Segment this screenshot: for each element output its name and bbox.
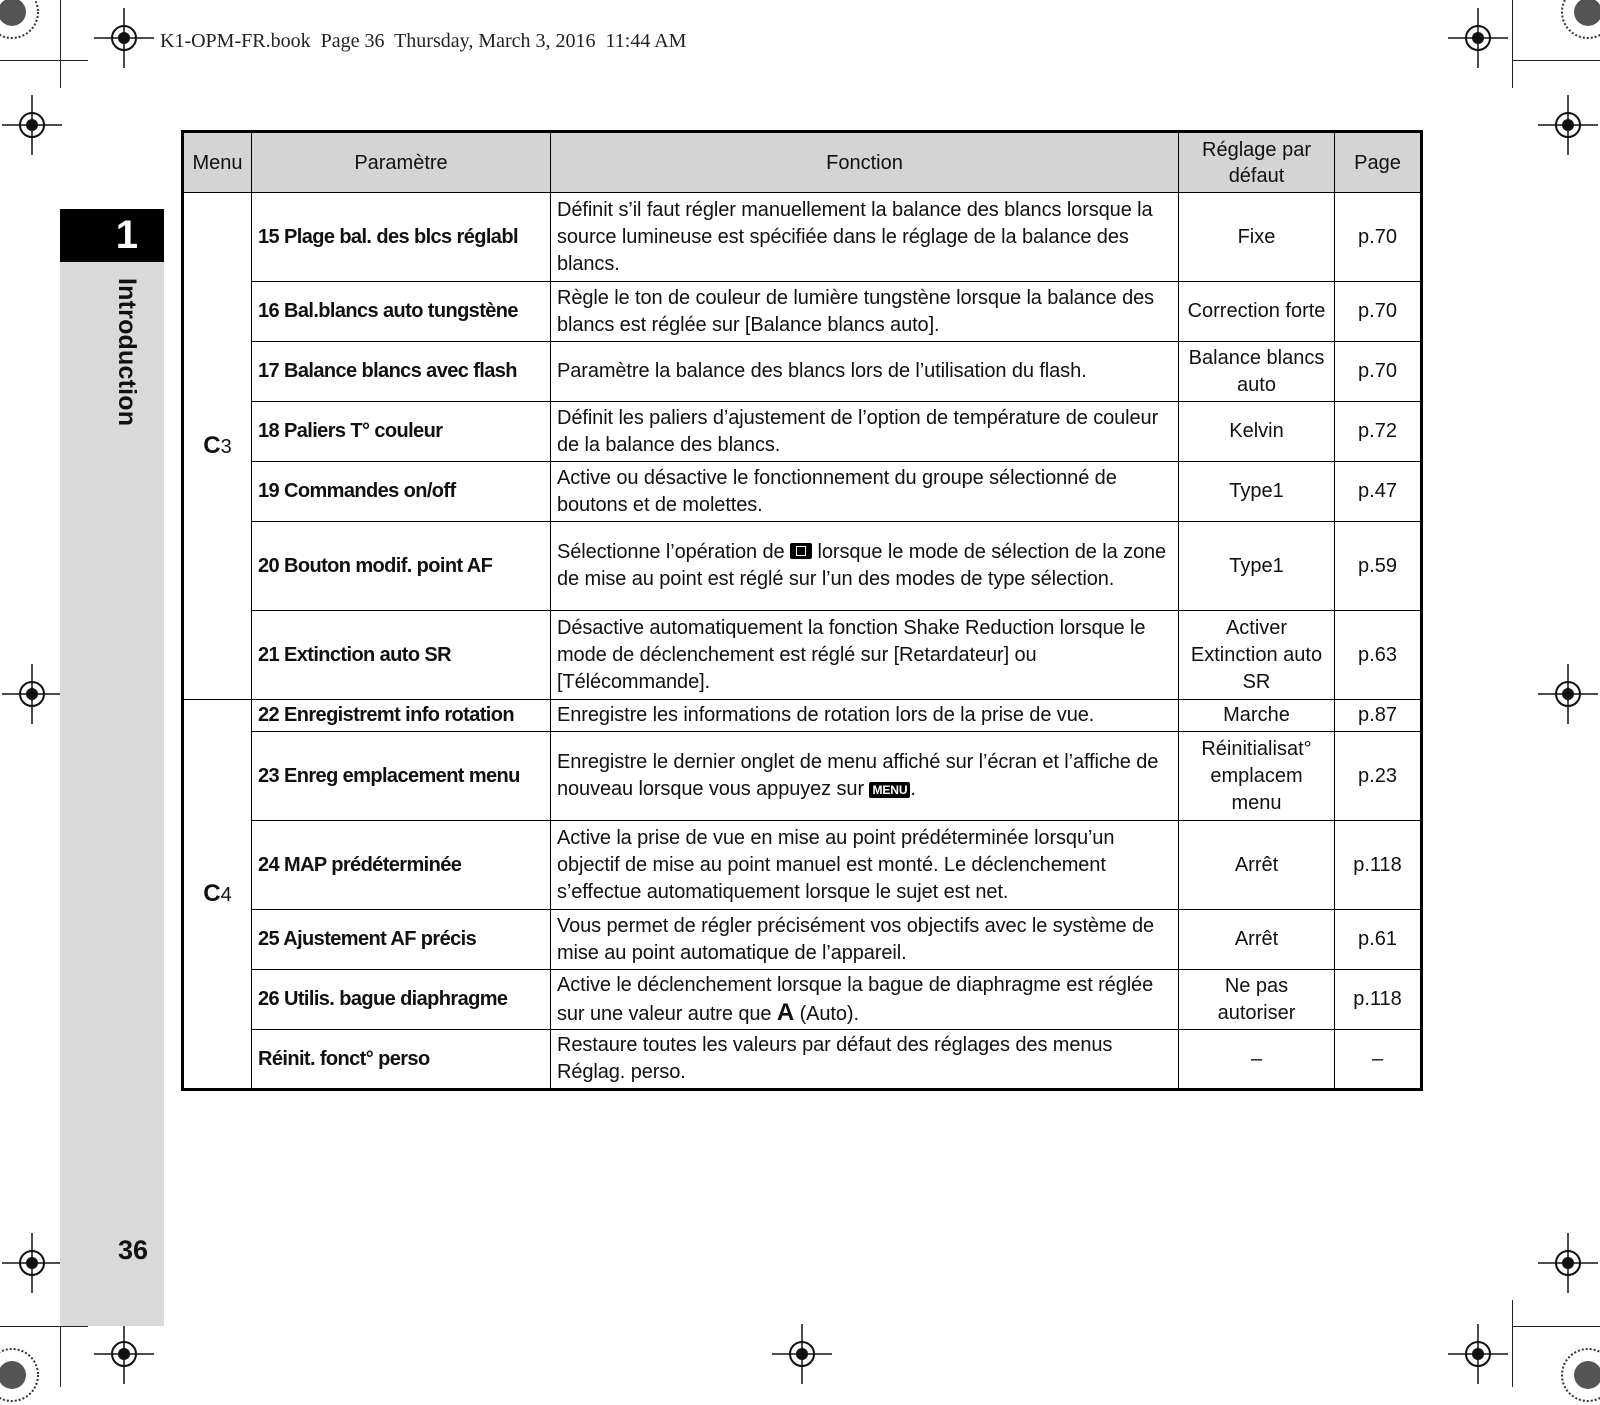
page-ref-cell: p.118 (1335, 970, 1422, 1030)
default-cell: Kelvin (1179, 402, 1335, 462)
header-parameter: Paramètre (252, 132, 551, 193)
default-cell: Ne pas autoriser (1179, 970, 1335, 1030)
parameter-cell: 26 Utilis. bague diaphragme (252, 970, 551, 1030)
default-cell: Fixe (1179, 193, 1335, 282)
page-ref-cell: p.23 (1335, 732, 1422, 821)
parameter-cell: 24 MAP prédéterminée (252, 821, 551, 910)
function-cell (551, 732, 1179, 821)
registration-mark-icon (0, 0, 42, 42)
menu-button-icon: MENU (869, 782, 910, 798)
table-row (183, 910, 1422, 970)
crosshair-mark-icon (1538, 664, 1598, 724)
chapter-number: 1 (60, 209, 164, 262)
default-cell: Correction forte (1179, 282, 1335, 342)
function-text-end: (Auto). (799, 1002, 859, 1025)
chapter-title: Introduction (113, 278, 141, 427)
page-ref-cell: p.70 (1335, 282, 1422, 342)
crop-line (1512, 0, 1513, 88)
page-ref-cell: p.70 (1335, 342, 1422, 402)
parameter-cell: 18 Paliers T° couleur (252, 402, 551, 462)
table-row (183, 1030, 1422, 1090)
page-ref-cell: p.87 (1335, 700, 1422, 732)
header-page: Page (1335, 132, 1422, 193)
table-row (183, 611, 1422, 700)
parameter-cell: 20 Bouton modif. point AF (252, 522, 551, 611)
page-ref-cell: p.118 (1335, 821, 1422, 910)
header-function: Fonction (551, 132, 1179, 193)
function-cell: Règle le ton de couleur de lumière tungstène lorsque la balance des blancs est réglée sur [Balance blancs auto]. (551, 282, 1179, 342)
registration-mark-icon (1558, 1345, 1600, 1405)
default-cell: Arrêt (1179, 821, 1335, 910)
default-cell: Type1 (1179, 462, 1335, 522)
parameter-cell: 21 Extinction auto SR (252, 611, 551, 700)
menu-group-number: 3 (220, 435, 232, 458)
crop-line (0, 1326, 88, 1327)
menu-group-letter: C (203, 879, 221, 907)
page-ref-cell: p.47 (1335, 462, 1422, 522)
crosshair-mark-icon (2, 95, 62, 155)
parameter-cell: 19 Commandes on/off (252, 462, 551, 522)
table-row (183, 732, 1422, 821)
parameter-cell: 25 Ajustement AF précis (252, 910, 551, 970)
header-menu: Menu (183, 132, 252, 193)
crosshair-mark-icon (2, 1233, 62, 1293)
registration-mark-icon (1558, 0, 1600, 42)
default-cell: Arrêt (1179, 910, 1335, 970)
page-ref-cell: – (1335, 1030, 1422, 1090)
parameter-cell: 22 Enregistremt info rotation (252, 700, 551, 732)
default-cell: Marche (1179, 700, 1335, 732)
header-default: Réglage par défaut (1179, 132, 1335, 193)
page-ref-cell: p.59 (1335, 522, 1422, 611)
table-row (183, 522, 1422, 611)
print-header: K1-OPM-FR.book Page 36 Thursday, March 3, 2016 11:44 AM (160, 30, 687, 52)
default-cell: Activer Extinction auto SR (1179, 611, 1335, 700)
table-row (183, 282, 1422, 342)
crosshair-mark-icon (94, 8, 154, 68)
crop-line (1512, 60, 1600, 61)
parameter-cell: 15 Plage bal. des blcs réglabl (252, 193, 551, 282)
parameter-cell: Réinit. fonct° perso (252, 1030, 551, 1090)
table-row (183, 462, 1422, 522)
page-ref-cell: p.61 (1335, 910, 1422, 970)
crosshair-mark-icon (1448, 8, 1508, 68)
page-ref-cell: p.72 (1335, 402, 1422, 462)
function-cell: Vous permet de régler précisément vos objectifs avec le système de mise au point automatique de l’appareil. (551, 910, 1179, 970)
function-text-start: Sélectionne l’opération de (557, 541, 785, 563)
table-header-row (183, 132, 1422, 193)
page-number: 36 (118, 1235, 149, 1265)
function-cell: Enregistre les informations de rotation lors de la prise de vue. (551, 700, 1179, 732)
crop-line (1512, 1300, 1513, 1387)
crosshair-mark-icon (1538, 95, 1598, 155)
default-cell: – (1179, 1030, 1335, 1090)
menu-group-letter: C (203, 431, 221, 459)
function-cell: Restaure toutes les valeurs par défaut des réglages des menus Réglag. perso. (551, 1030, 1179, 1090)
table-row (183, 700, 1422, 732)
menu-group-c3 (183, 193, 252, 700)
function-text-end: . (910, 778, 916, 800)
function-cell: Paramètre la balance des blancs lors de l’utilisation du flash. (551, 342, 1179, 402)
parameter-cell: 23 Enreg emplacement menu (252, 732, 551, 821)
crop-line (60, 0, 61, 88)
function-cell (551, 970, 1179, 1030)
default-cell: Balance blancs auto (1179, 342, 1335, 402)
page-ref-cell: p.70 (1335, 193, 1422, 282)
table-row (183, 970, 1422, 1030)
default-cell: Type1 (1179, 522, 1335, 611)
parameter-cell: 16 Bal.blancs auto tungstène (252, 282, 551, 342)
table-row (183, 821, 1422, 910)
af-point-button-icon (790, 543, 812, 559)
table-row (183, 193, 1422, 282)
function-cell: Désactive automatiquement la fonction Shake Reduction lorsque le mode de déclenchement est réglé sur [Retardateur] ou [Télécommande]. (551, 611, 1179, 700)
function-text-start: Active le déclenchement lorsque la bague de diaphragme est réglée sur une valeur autre que (557, 973, 1154, 1025)
registration-mark-icon (0, 1345, 42, 1405)
function-cell: Définit les paliers d’ajustement de l’option de température de couleur de la balance des blancs. (551, 402, 1179, 462)
function-cell: Active ou désactive le fonctionnement du groupe sélectionné de boutons et de molettes. (551, 462, 1179, 522)
function-cell: Active la prise de vue en mise au point prédéterminée lorsqu’un objectif de mise au point manuel est monté. Le déclenchement s’effectue automatiquement lorsque le sujet est net. (551, 821, 1179, 910)
function-text-end: lorsque le mode de sélection de la zone de mise au point est réglé sur l’un des modes de type sélection. (557, 541, 1167, 590)
auto-aperture-icon: A (776, 998, 795, 1026)
parameter-cell: 17 Balance blancs avec flash (252, 342, 551, 402)
crosshair-mark-icon (772, 1324, 832, 1384)
crosshair-mark-icon (94, 1324, 154, 1384)
custom-settings-table (181, 130, 1423, 1091)
function-cell (551, 522, 1179, 611)
crop-line (1512, 1326, 1600, 1327)
default-cell: Réinitialisat° emplacem menu (1179, 732, 1335, 821)
menu-group-number: 4 (220, 883, 232, 906)
menu-group-c4 (183, 700, 252, 1090)
crosshair-mark-icon (1448, 1324, 1508, 1384)
function-cell: Définit s’il faut régler manuellement la balance des blancs lorsque la source lumineuse est spécifiée dans le réglage de la balance des blancs. (551, 193, 1179, 282)
page-ref-cell: p.63 (1335, 611, 1422, 700)
crosshair-mark-icon (2, 664, 62, 724)
crop-line (0, 60, 88, 61)
table-row (183, 342, 1422, 402)
table-row (183, 402, 1422, 462)
function-text-start: Enregistre le dernier onglet de menu affiché sur l’écran et l’affiche de nouveau lorsque vous appuyez sur (557, 751, 1159, 800)
crosshair-mark-icon (1538, 1233, 1598, 1293)
